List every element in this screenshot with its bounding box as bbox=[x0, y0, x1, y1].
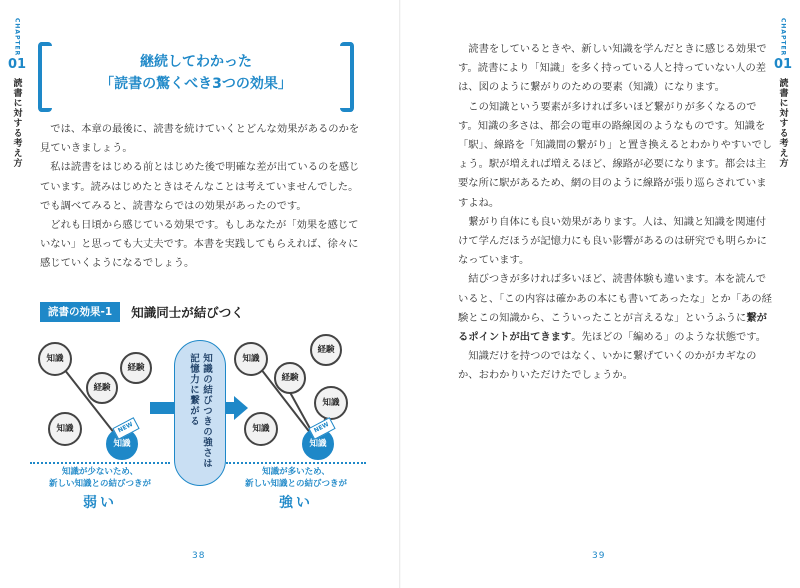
chapter-number: 01 bbox=[773, 57, 793, 73]
paragraph: この知識という要素が多ければ多いほど繋がりが多くなるのです。知識の多さは、都会の電車の路線図のようなものです。知識を「駅」、線路を「知識間の繋がり」と置き換えるとわかりやすいでしょう。駅が増えれば増えるほど、線路が必要になります。都会は主要な所に駅があるため、網の目のように線路が張り巡らされていますよね。 bbox=[458, 100, 773, 209]
arrow-right-icon bbox=[234, 396, 248, 420]
new-badge: NEW bbox=[112, 417, 139, 440]
emphasis-text: 繋がるポイントが出てきます bbox=[458, 311, 767, 344]
new-knowledge-node: 知識 bbox=[106, 428, 138, 460]
right-body-text bbox=[458, 40, 774, 386]
left-body-text bbox=[40, 120, 362, 274]
caption-strong: 弱い bbox=[83, 495, 117, 511]
caption-line: 新しい知識との結びつきが bbox=[48, 479, 151, 489]
memory-pill bbox=[174, 340, 226, 486]
page-number-left: 38 bbox=[192, 551, 206, 561]
chapter-title: 読書に対する考え方 bbox=[11, 78, 22, 169]
paragraph: では、本章の最後に、読書を続けていくとどんな効果があるのかを見ていきましょう。 bbox=[40, 123, 360, 155]
heading-line-1: 継続してわかった bbox=[140, 54, 252, 70]
paragraph: 私は読書をはじめる前とはじめた後で明確な差が出ているのを感じています。読みはじめたときはそんなことは考えていませんでした。でも調べてみると、読書ならではの効果があったのです。 bbox=[40, 161, 360, 212]
section-title: 知識同士が結びつく bbox=[131, 304, 244, 320]
paragraph: 繋がり自体にも良い効果があります。人は、知識と知識を関連付けて学んだほうが記憶力にも良い影響があるのは研究でも明らかになっています。 bbox=[458, 215, 767, 267]
chapter-label: CHAPTER bbox=[13, 18, 21, 57]
new-badge: NEW bbox=[308, 417, 335, 440]
knowledge-node: 知識 bbox=[38, 342, 72, 376]
chapter-tab-right bbox=[772, 18, 794, 168]
caption-line: 新しい知識との結びつきが bbox=[244, 479, 347, 489]
caption-strong: 強い bbox=[279, 495, 313, 511]
effect-section-bar bbox=[40, 301, 244, 321]
chapter-number: 01 bbox=[7, 57, 27, 73]
right-caption bbox=[226, 466, 366, 512]
caption-line: 知識が少ないため、 bbox=[61, 467, 139, 477]
paragraph: 読書をしているときや、新しい知識を学んだときに感じる効果です。読書により「知識」を多く持っている人と持っていない人の差は、図のように繋がりのための要素（知識）になります。 bbox=[458, 43, 767, 94]
experience-node: 経験 bbox=[274, 362, 306, 394]
chapter-tab-left bbox=[6, 18, 28, 168]
heading-line-2: 「読書の驚くべき3つの効果」 bbox=[100, 76, 292, 92]
paragraph: 知識だけを持つのではなく、いかに繋げていくのかがカギなのか、おわかりいただけたでしょうか。 bbox=[458, 350, 757, 382]
knowledge-node: 知識 bbox=[314, 386, 348, 420]
section-heading bbox=[38, 42, 354, 104]
paragraph bbox=[458, 270, 774, 347]
page-number-right: 39 bbox=[592, 551, 606, 561]
experience-node: 経験 bbox=[120, 352, 152, 384]
paragraph: どれも日頃から感じている効果です。もしあなたが「効果を感じていない」と思っても大丈夫です。本書を実践してもらえれば、徐々に感じていくようになるでしょう。 bbox=[40, 219, 359, 270]
caption-line: 知識が多いため、 bbox=[262, 467, 330, 477]
paragraph-text: 結びつきが多ければ多いほど、読書体験も違います。本を読んでいると、「この内容は確かあの本にも書いてあったな」とか「あの経験とこの知識から、こういったことが言えるな」というふうに bbox=[458, 273, 772, 324]
knowledge-diagram bbox=[30, 332, 370, 522]
experience-node: 経験 bbox=[86, 372, 118, 404]
chapter-label: CHAPTER bbox=[779, 18, 787, 57]
knowledge-node: 知識 bbox=[48, 412, 82, 446]
chapter-title: 読書に対する考え方 bbox=[777, 78, 788, 169]
section-tag: 読書の効果-1 bbox=[40, 302, 120, 322]
left-caption bbox=[30, 466, 170, 512]
paragraph-text: 。先ほどの「編める」のような状態です。 bbox=[571, 331, 767, 344]
heading-text bbox=[38, 51, 354, 95]
experience-node: 経験 bbox=[310, 334, 342, 366]
new-knowledge-node: 知識 bbox=[302, 428, 334, 460]
pill-text: 知識の結びつきの強さは記憶力に繋がる bbox=[188, 353, 212, 469]
knowledge-node: 知識 bbox=[244, 412, 278, 446]
knowledge-node: 知識 bbox=[234, 342, 268, 376]
